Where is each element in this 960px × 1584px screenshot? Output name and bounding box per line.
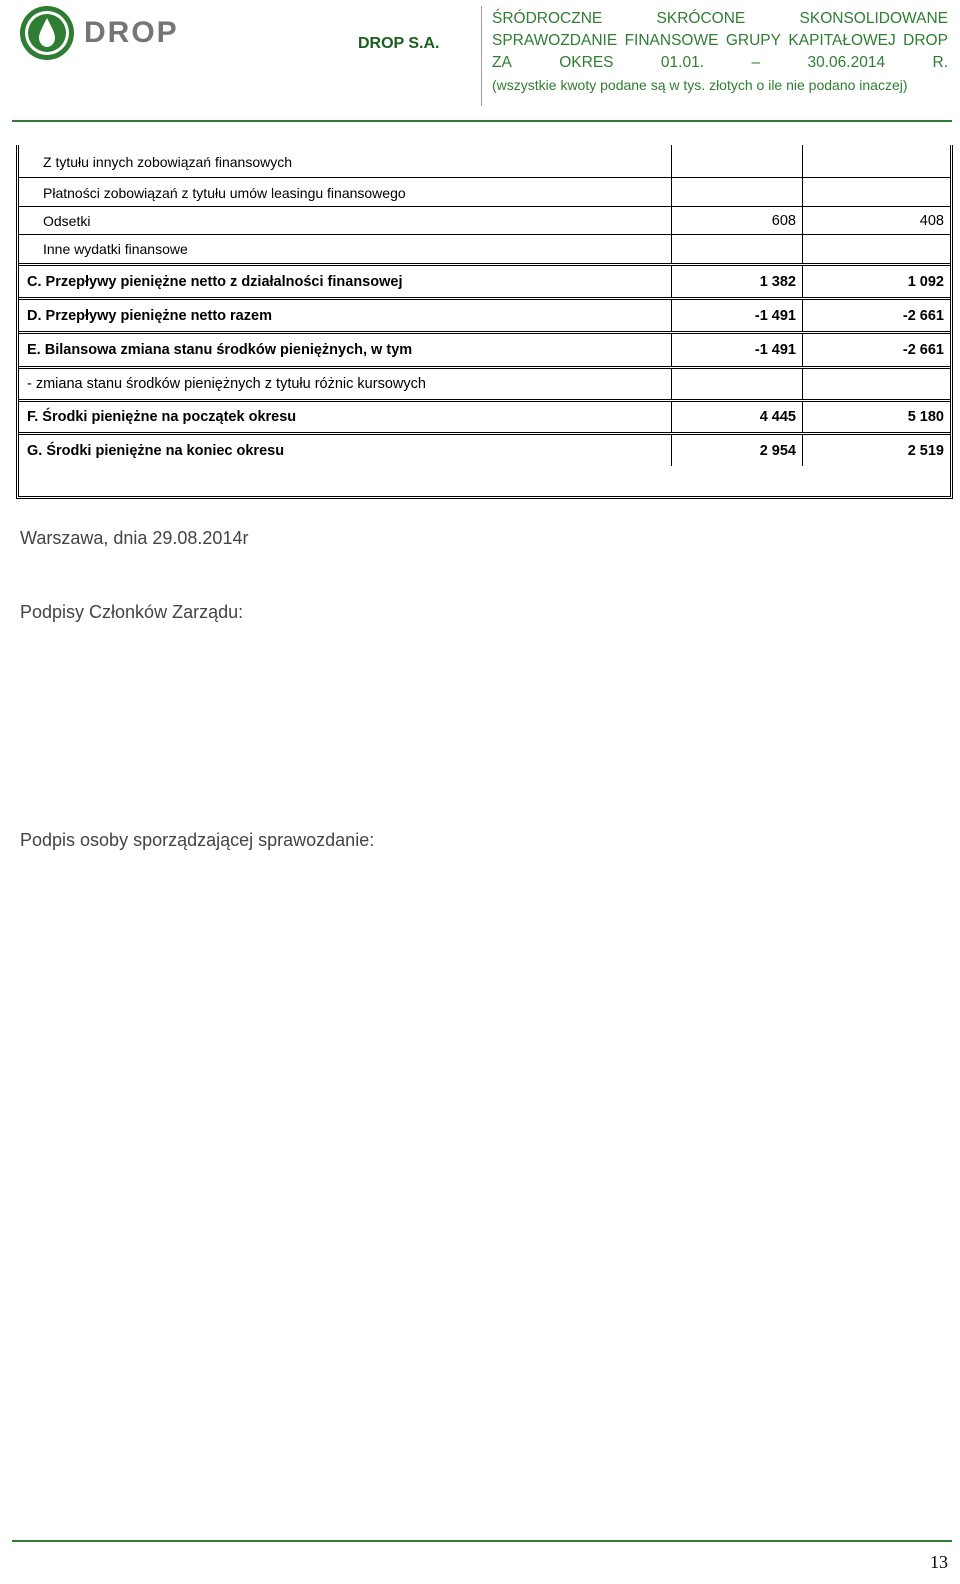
header-separator [481,6,482,106]
value-2014: 1 382 [671,266,802,297]
value-2013: 1 092 [802,266,950,297]
page-header [0,0,960,126]
value-2014 [671,178,802,207]
value-2013 [802,369,950,399]
table-row [19,234,950,263]
table-row [19,263,950,297]
row-label: F. Środki pieniężne na początek okresu [27,409,297,425]
value-2014: 608 [671,207,802,235]
value-2013: 5 180 [802,402,950,432]
value-2014: -1 491 [671,334,802,366]
value-2013 [802,145,950,178]
title-word: 01.01. [660,54,705,71]
row-label: Inne wydatki finansowe [43,241,188,257]
title-word: KAPITAŁOWEJ [788,32,896,49]
table-row [19,399,950,432]
row-label: - zmiana stanu środków pieniężnych z tytułu różnic kursowych [27,376,426,392]
table-row [19,432,950,466]
value-2013: -2 661 [802,300,950,331]
value-2014 [671,369,802,399]
title-word: SKONSOLIDOWANE [799,10,948,27]
row-label: D. Przepływy pieniężne netto razem [27,307,272,324]
cash-flow-table [16,145,953,499]
table-row [19,366,950,399]
table-row [19,177,950,207]
row-label: G. Środki pieniężne na koniec okresu [27,442,285,459]
value-2013: 2 519 [802,435,950,466]
title-word: ŚRÓDROCZNE [492,10,603,27]
table-row [19,206,950,235]
row-label: E. Bilansowa zmiana stanu środków pieniężnych, w tym [27,342,413,358]
row-label: C. Przepływy pieniężne netto z działalności finansowej [27,273,403,290]
company-name: DROP S.A. [358,35,440,52]
value-2013 [802,235,950,263]
title-line-3 [492,52,948,74]
title-word: – [751,54,761,71]
value-2014: -1 491 [671,300,802,331]
drop-logo [18,4,190,62]
title-word: SPRAWOZDANIE [492,32,618,49]
row-label: Odsetki [43,213,91,229]
svg-text:DROP: DROP [84,16,179,49]
value-2013: -2 661 [802,334,950,366]
title-word: OKRES [559,54,614,71]
value-2014 [671,145,802,178]
board-signatures-label: Podpisy Członków Zarządu: [20,602,244,622]
report-title [492,8,948,96]
value-2014: 2 954 [671,435,802,466]
title-word: GRUPY [725,32,781,49]
value-2013: 408 [802,207,950,235]
value-2014: 4 445 [671,402,802,432]
title-line-2 [492,30,948,52]
title-word: DROP [903,32,948,49]
row-label: Z tytułu innych zobowiązań finansowych [43,153,293,170]
title-line-1 [492,8,948,30]
table-row [19,331,950,366]
row-label: Płatności zobowiązań z tytułu umów leasingu finansowego [43,184,406,201]
title-word: SKRÓCONE [656,10,746,27]
title-word: ZA [492,54,512,71]
header-rule [12,120,952,122]
table-row [19,297,950,331]
title-word: FINANSOWE [624,32,719,49]
value-2013 [802,178,950,207]
title-word: 30.06.2014 [807,54,886,71]
amounts-note: (wszystkie kwoty podane są w tys. złotych o ile nie podano inaczej) [492,77,908,93]
title-word: R. [932,54,948,71]
table-row [19,145,950,178]
place-and-date: Warszawa, dnia 29.08.2014r [20,528,249,548]
preparer-signature-label: Podpis osoby sporządzającej sprawozdanie: [20,830,375,850]
footer-rule [12,1540,952,1542]
page-number: 13 [930,1552,948,1572]
value-2014 [671,235,802,263]
